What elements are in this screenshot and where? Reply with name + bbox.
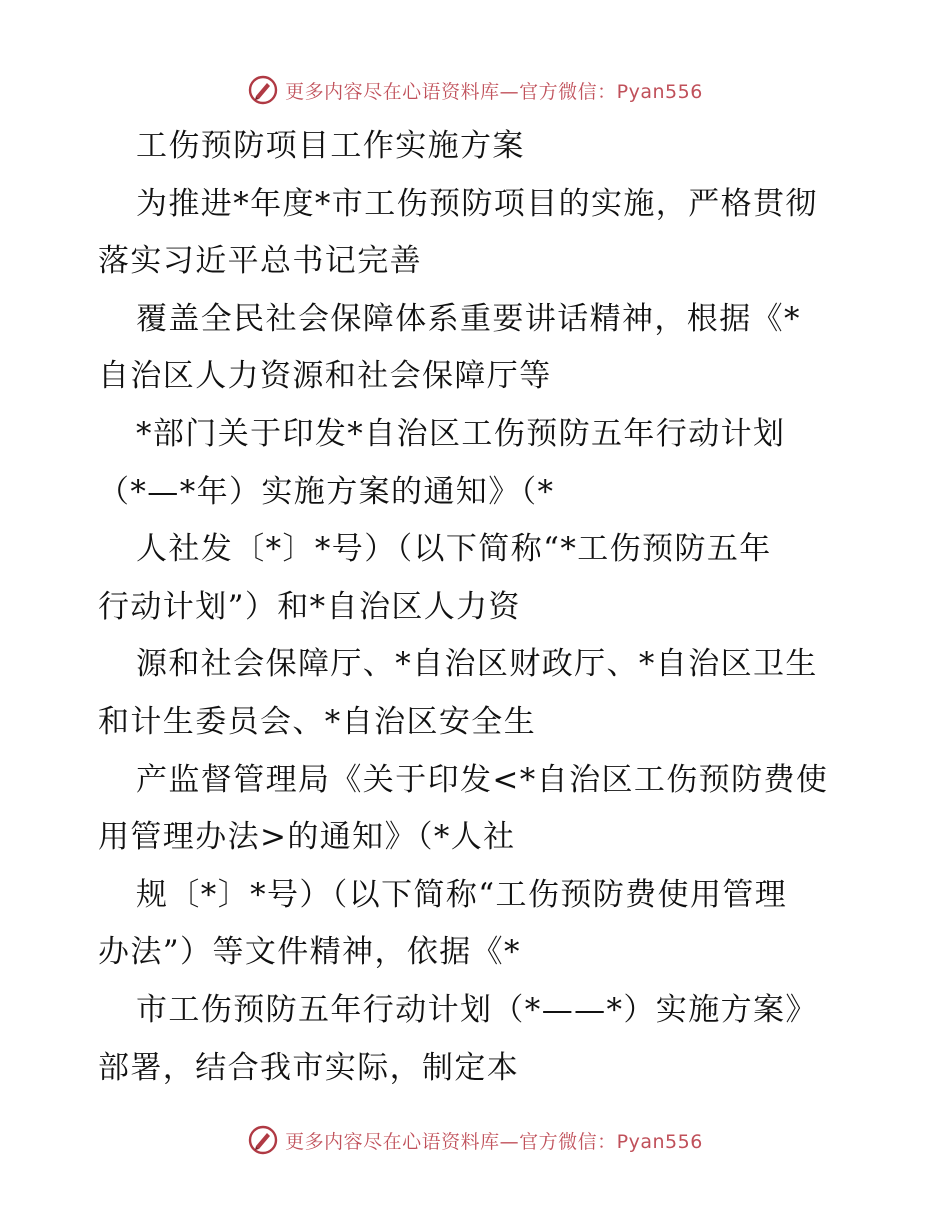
text-line: 工伤预防项目工作实施方案: [136, 128, 525, 164]
text-line: 和计生委员会、*自治区安全生: [98, 703, 537, 740]
text-line: 为推进*年度*市工伤预防项目的实施，严格贯彻: [136, 185, 818, 222]
text-line: 源和社会保障厅、*自治区财政厅、*自治区卫生: [136, 646, 818, 683]
text-line: 市工伤预防五年行动计划（*——*）实施方案》: [136, 991, 818, 1028]
watermark-banner-top: [0, 70, 950, 110]
pen-circle-logo-icon: [247, 1124, 279, 1156]
document-body: [98, 118, 858, 1097]
text-line: 落实习近平总书记完善: [98, 243, 422, 280]
text-line: 行动计划”）和*自治区人力资: [98, 588, 521, 625]
text-line: （*—*年）实施方案的通知》（*: [98, 473, 555, 510]
text-line: 部署，结合我市实际，制定本: [98, 1049, 520, 1086]
text-line: 自治区人力资源和社会保障厅等: [98, 358, 552, 395]
text-line: 用管理办法>的通知》（*人社: [98, 819, 516, 856]
text-line: *部门关于印发*自治区工伤预防五年行动计划: [136, 415, 786, 452]
text-line: 产监督管理局《关于印发<*自治区工伤预防费使: [136, 761, 829, 798]
text-line: 规〔*〕*号）（以下简称“工伤预防费使用管理: [136, 876, 788, 913]
watermark-banner-bottom: [0, 1120, 950, 1160]
watermark-text: 更多内容尽在心语资料库—官方微信：Pyan556: [285, 1130, 703, 1153]
text-line: 覆盖全民社会保障体系重要讲话精神，根据《*: [136, 300, 801, 337]
watermark-text: 更多内容尽在心语资料库—官方微信：Pyan556: [285, 80, 703, 103]
text-line: 办法”）等文件精神，依据《*: [98, 934, 521, 971]
pen-circle-logo-icon: [247, 74, 279, 106]
text-line: 人社发〔*〕*号）（以下简称“*工伤预防五年: [136, 531, 772, 568]
